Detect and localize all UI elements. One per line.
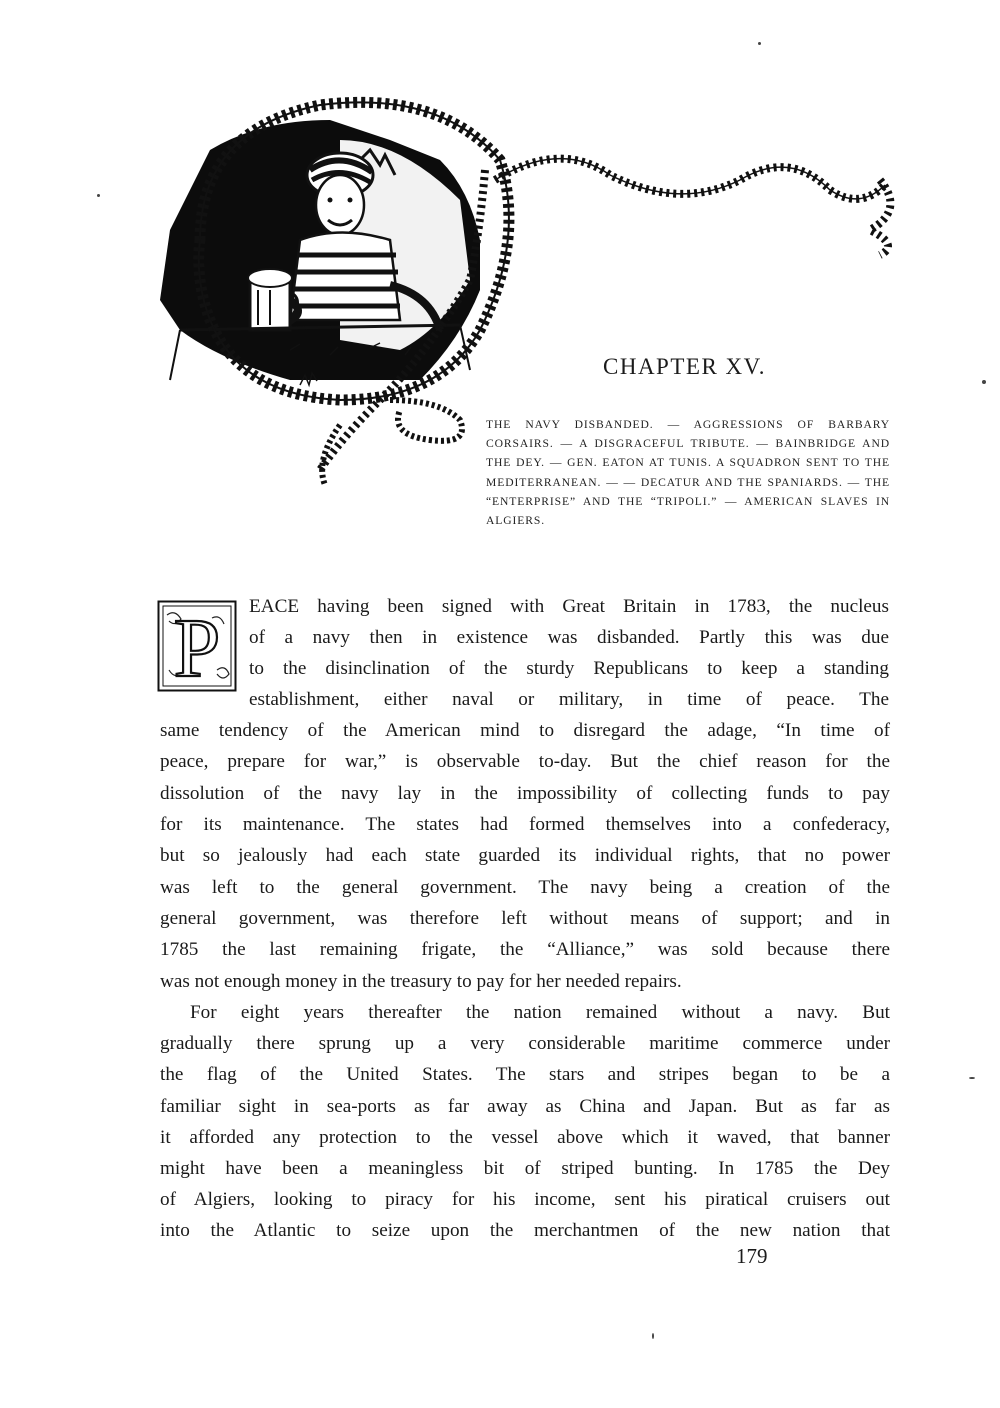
- text-line: of a navy then in existence was disbanded. Partly this was due: [249, 627, 889, 648]
- text-line: to the disinclination of the sturdy Republicans to keep a standing: [249, 658, 889, 679]
- scan-speck: [982, 380, 986, 384]
- text-line: peace, prepare for war,” is observable to-day. But the chief reason for the: [160, 751, 890, 773]
- text-line: For eight years thereafter the nation remained without a navy. But: [190, 1002, 890, 1023]
- text-line: gradually there sprung up a very considerable maritime commerce under: [160, 1033, 890, 1055]
- scan-speck: [97, 194, 100, 197]
- text-line: for its maintenance. The states had formed themselves into a confederacy,: [160, 814, 890, 836]
- scan-speck: [652, 1333, 654, 1339]
- tankard: [248, 269, 298, 330]
- text-line: establishment, either naval or military, in time of peace. The: [249, 689, 889, 710]
- text-line: the flag of the United States. The stars and stripes began to be a: [160, 1064, 890, 1086]
- scan-speck: [969, 1077, 975, 1079]
- text-line: of Algiers, looking to piracy for his income, sent his piratical cruisers out: [160, 1189, 890, 1211]
- paragraph-1-opening: [249, 591, 889, 715]
- chapter-summary: THE NAVY DISBANDED. — AGGRESSIONS OF BARBARY CORSAIRS. — A DISGRACEFUL TRIBUTE. — BAINBRIDGE AND THE DEY. — GEN. EATON AT TUNIS. A SQUADRON SENT TO THE MEDITERRANEAN. — — DECATUR AND THE SPANIARDS. — THE “ENTERPRISE” AND THE “TRIPOLI.” — AMERICAN SLAVES IN ALGIERS.: [486, 418, 890, 528]
- drop-cap-letter: P: [173, 602, 221, 692]
- text-line: might have been a meaningless bit of striped bunting. In 1785 the Dey: [160, 1158, 890, 1180]
- page-number: 179: [736, 1244, 768, 1268]
- drop-cap-initial: [157, 600, 237, 692]
- scan-speck: [758, 42, 761, 45]
- text-line: same tendency of the American mind to disregard the adage, “In time of: [160, 720, 890, 741]
- paragraph-1-continued: [160, 715, 890, 997]
- text-line: general government, was therefore left without means of support; and in: [160, 908, 890, 930]
- text-line: dissolution of the navy lay in the impossibility of collecting funds to pay: [160, 782, 890, 804]
- text-line: into the Atlantic to seize upon the merchantmen of the new nation that: [160, 1220, 890, 1242]
- text-line: EACE having been signed with Great Britain in 1783, the nucleus: [249, 596, 889, 617]
- chapter-title: CHAPTER XV.: [603, 354, 767, 379]
- text-line: was left to the general government. The navy being a creation of the: [160, 876, 890, 898]
- text-line: familiar sight in sea-ports as far away as China and Japan. But as far as: [160, 1095, 890, 1117]
- paragraph-2: [160, 997, 890, 1247]
- text-line: was not enough money in the treasury to pay for her needed repairs.: [160, 970, 682, 992]
- text-line: 1785 the last remaining frigate, the “Alliance,” was sold because there: [160, 939, 890, 961]
- text-line: but so jealously had each state guarded its individual rights, that no power: [160, 845, 890, 867]
- text-line: it afforded any protection to the vessel above which it waved, that banner: [160, 1126, 890, 1148]
